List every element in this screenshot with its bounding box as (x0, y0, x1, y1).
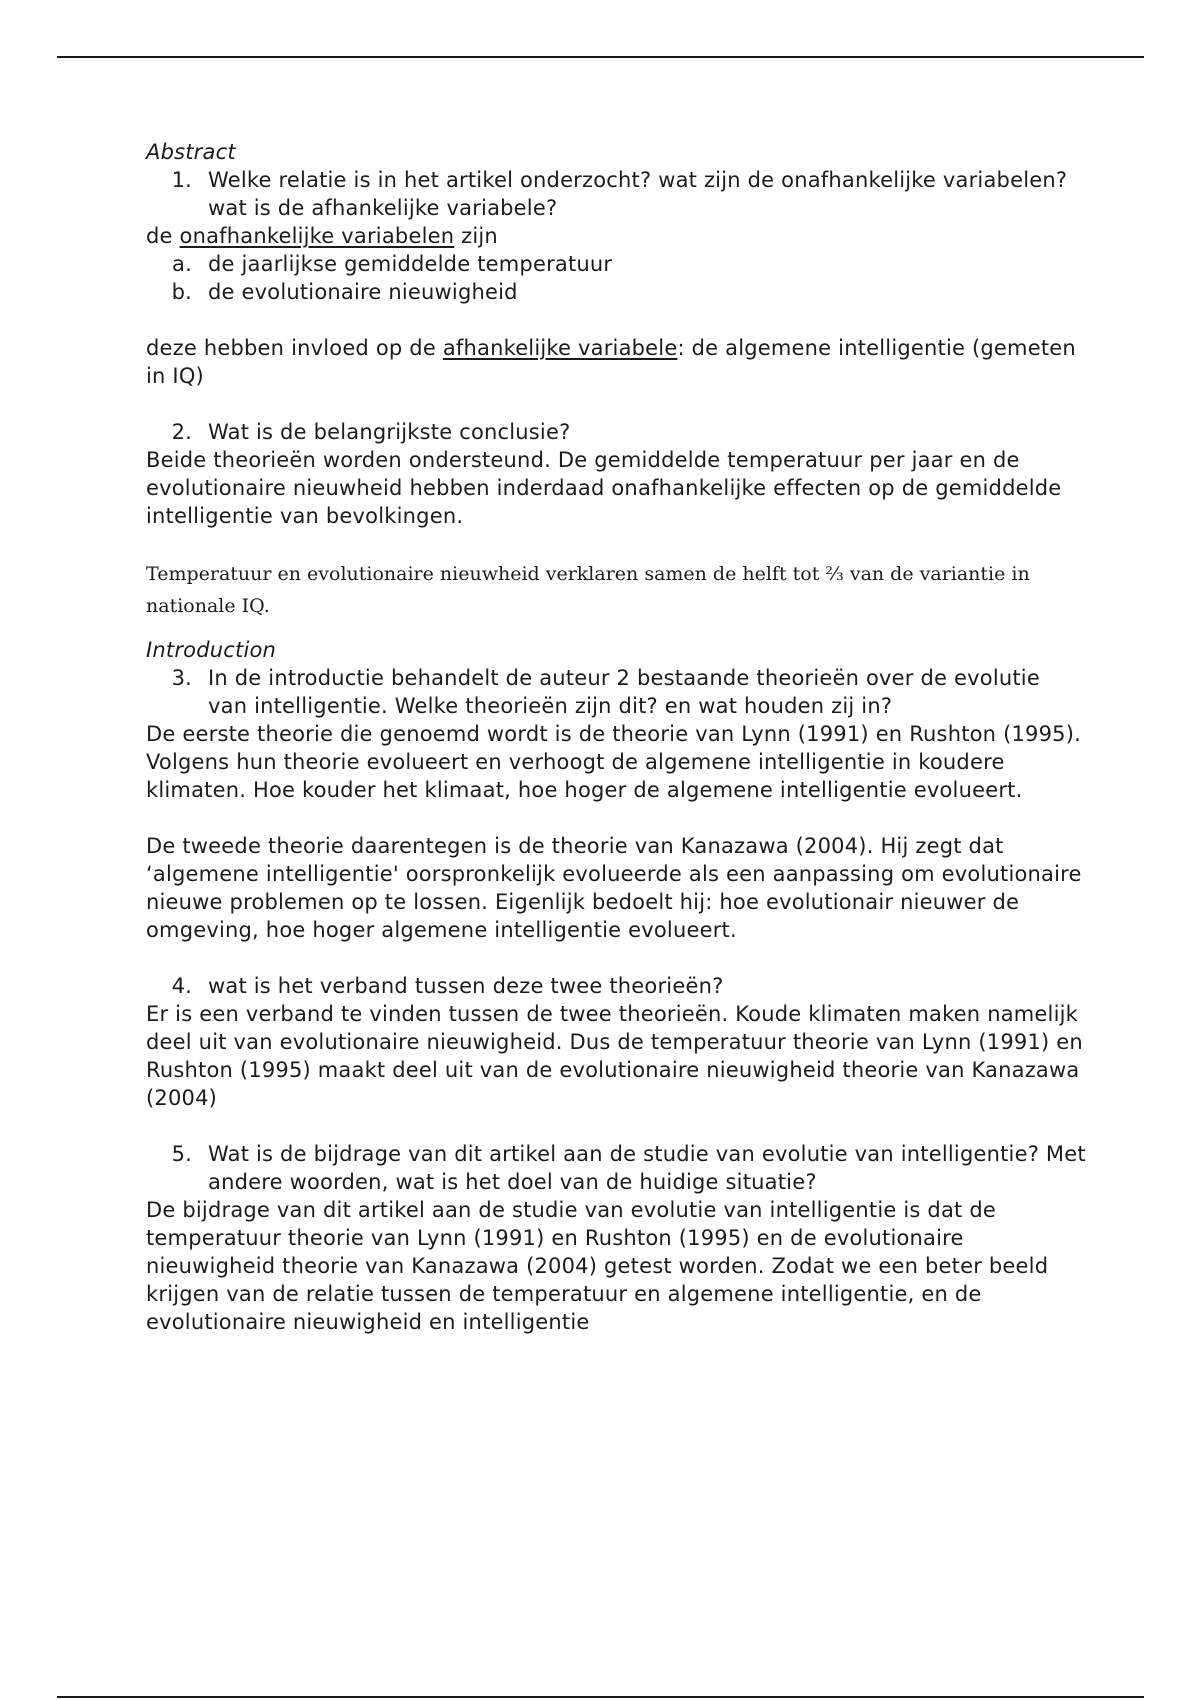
underlined-term: onafhankelijke variabelen (179, 224, 455, 248)
question-5 (146, 1140, 1086, 1196)
answer-4: Er is een verband te vinden tussen de twee theorieën. Koude klimaten maken namelijk deel uit van evolutionaire nieuwigheid. Dus de temperatuur theorie van Lynn (1991) en Rushton (1995) maakt deel uit van de evolutionaire nieuwigheid theorie van Kanazawa (2004) (146, 1002, 1083, 1110)
question-text: Wat is de belangrijkste conclusie? (208, 420, 571, 444)
bottom-rule (57, 1696, 1144, 1698)
abstract-heading: Abstract (146, 140, 236, 164)
list-marker: a. (172, 252, 192, 276)
text-span: de (146, 224, 180, 248)
question-text: Welke relatie is in het artikel onderzocht? wat zijn de onafhankelijke variabelen? wat is de afhankelijke variabele? (208, 168, 1068, 220)
underlined-term: afhankelijke variabele (442, 336, 678, 360)
answer-5: De bijdrage van dit artikel aan de studie van evolutie van intelligentie is dat de temperatuur theorie van Lynn (1991) en Rushton (1995) en de evolutionaire nieuwigheid theorie van Kanazawa (2004) getest worden. Zodat we een beter beeld krijgen van de relatie tussen de temperatuur en algemene intelligentie, en de evolutionaire nieuwigheid en intelligentie (146, 1198, 1049, 1334)
independent-variables-intro (146, 222, 1086, 250)
document-body (146, 138, 1086, 1336)
list-item (146, 250, 1086, 278)
list-text: de evolutionaire nieuwigheid (208, 280, 518, 304)
question-2 (146, 418, 1086, 446)
serif-note: Temperatuur en evolutionaire nieuwheid verklaren samen de helft tot ⅔ van de variantie in nationale IQ. (146, 563, 1030, 617)
introduction-heading: Introduction (146, 638, 277, 662)
text-span: zijn (454, 224, 498, 248)
answer-2: Beide theorieën worden ondersteund. De gemiddelde temperatuur per jaar en de evolutionaire nieuwheid hebben inderdaad onafhankelijke effecten op de gemiddelde intelligentie van bevolkingen. (146, 448, 1062, 528)
question-number: 5. (171, 1142, 192, 1166)
text-span: deze hebben invloed op de (146, 336, 443, 360)
top-rule (57, 56, 1144, 58)
question-text: Wat is de bijdrage van dit artikel aan de studie van evolutie van intelligentie? Met andere woorden, wat is het doel van de huidige situatie? (208, 1142, 1086, 1194)
list-item (146, 278, 1086, 306)
question-number: 3. (171, 666, 192, 690)
question-number: 4. (171, 974, 192, 998)
dependent-variable-paragraph (146, 334, 1086, 390)
text-span: : de algemene intelligentie (gemeten in IQ) (146, 336, 1076, 388)
answer-3a: De eerste theorie die genoemd wordt is de theorie van Lynn (1991) en Rushton (1995). Volgens hun theorie evolueert en verhoogt de algemene intelligentie in koudere klimaten. Hoe kouder het klimaat, hoe hoger de algemene intelligentie evolueert. (146, 722, 1081, 802)
question-text: wat is het verband tussen deze twee theorieën? (208, 974, 724, 998)
question-4 (146, 972, 1086, 1000)
question-3 (146, 664, 1086, 720)
question-number: 2. (171, 420, 192, 444)
answer-3b: De tweede theorie daarentegen is de theorie van Kanazawa (2004). Hij zegt dat ‘algemene intelligentie' oorspronkelijk evolueerde als een aanpassing om evolutionaire nieuwe problemen op te lossen. Eigenlijk bedoelt hij: hoe evolutionair nieuwer de omgeving, hoe hoger algemene intelligentie evolueert. (146, 834, 1082, 942)
question-1 (146, 166, 1086, 222)
list-text: de jaarlijkse gemiddelde temperatuur (208, 252, 613, 276)
list-marker: b. (171, 280, 192, 304)
question-number: 1. (171, 168, 192, 192)
question-text: In de introductie behandelt de auteur 2 bestaande theorieën over de evolutie van intelligentie. Welke theorieën zijn dit? en wat houden zij in? (208, 666, 1040, 718)
